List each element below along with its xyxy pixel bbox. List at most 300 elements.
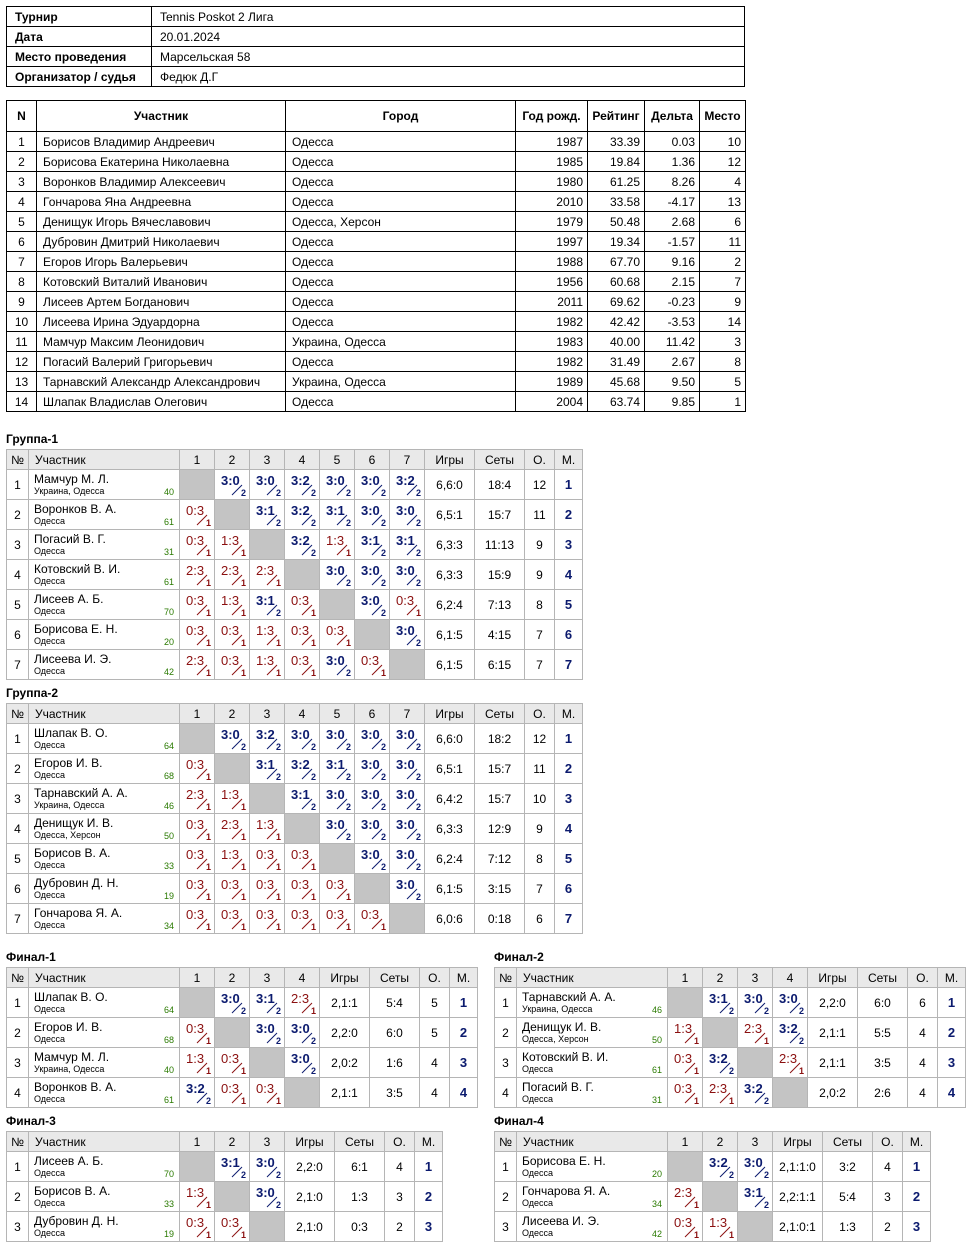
rating: 19.34	[588, 232, 645, 252]
row-number: 2	[7, 1182, 29, 1212]
match-score: 0:3	[186, 533, 205, 548]
match-points: 1	[693, 1036, 699, 1046]
match-score: 3:0	[779, 991, 798, 1006]
match-points: 1	[380, 668, 386, 678]
match-score: 3:2	[709, 1051, 728, 1066]
match-score-cell	[668, 1078, 703, 1108]
match-score-cell	[250, 500, 285, 530]
match-score: 0:3	[674, 1081, 693, 1096]
rating: 33.39	[588, 132, 645, 152]
match-points: 2	[310, 548, 316, 558]
participant-rating: 42	[651, 1229, 662, 1239]
match-points: 1	[275, 578, 281, 588]
match-score: 2:3	[674, 1185, 693, 1200]
match-points: 2	[345, 668, 351, 678]
match-points: 1	[205, 1200, 211, 1210]
final-place: 12	[700, 152, 746, 172]
match-score-cell	[180, 784, 215, 814]
match-points: 1	[310, 922, 316, 932]
self-match-cell	[285, 814, 320, 844]
birth-year: 1988	[516, 252, 588, 272]
match-score: 3:0	[396, 727, 415, 742]
match-points: 2	[310, 802, 316, 812]
match-score-cell	[250, 470, 285, 500]
group-title: Финал-4	[494, 1114, 544, 1128]
table-row	[495, 1152, 931, 1182]
match-points: 2	[240, 1006, 246, 1016]
match-points: 2	[415, 742, 421, 752]
col-opponent: 2	[215, 450, 250, 470]
participant-city: Одесса	[34, 605, 66, 616]
match-score: 3:2	[779, 1021, 798, 1036]
match-score-cell	[390, 724, 425, 754]
participant-cell	[517, 1078, 668, 1108]
match-score: 3:0	[396, 817, 415, 832]
participant-rating: 33	[163, 861, 174, 871]
birth-year: 1997	[516, 232, 588, 252]
rating: 69.62	[588, 292, 645, 312]
match-points: 2	[310, 1066, 316, 1076]
match-points: 1	[240, 1096, 246, 1106]
match-score: 2:3	[186, 787, 205, 802]
match-score: 1:3	[221, 593, 240, 608]
match-score: 1:3	[674, 1021, 693, 1036]
match-score: 3:0	[396, 787, 415, 802]
row-number: 8	[7, 272, 37, 292]
sets-total: 12:9	[475, 814, 525, 844]
match-points: 1	[205, 518, 211, 528]
col-sets: Сеты	[335, 1132, 385, 1152]
match-score: 3:0	[221, 991, 240, 1006]
col-opponent: 3	[250, 704, 285, 724]
rating: 61.25	[588, 172, 645, 192]
col-number: №	[495, 1132, 517, 1152]
match-points: 2	[240, 1170, 246, 1180]
col-points: О.	[525, 450, 555, 470]
table-row	[495, 1182, 931, 1212]
match-score-cell	[285, 754, 320, 784]
points-total: 4	[385, 1152, 415, 1182]
match-score-cell	[355, 784, 390, 814]
match-score: 1:3	[221, 533, 240, 548]
match-score-cell	[773, 1048, 808, 1078]
group-place: 6	[555, 874, 583, 904]
points-total: 12	[525, 724, 555, 754]
row-number: 3	[7, 784, 29, 814]
table-row	[7, 530, 583, 560]
match-points: 1	[693, 1200, 699, 1210]
col-sets: Сеты	[823, 1132, 873, 1152]
match-score-cell	[285, 1048, 320, 1078]
participant-name: Лисеева И. Э.	[522, 1213, 600, 1228]
participant-cell	[29, 530, 180, 560]
self-match-cell	[250, 1048, 285, 1078]
match-score: 2:3	[186, 563, 205, 578]
match-points: 2	[380, 772, 386, 782]
match-score-cell	[320, 560, 355, 590]
match-score-cell	[250, 1182, 285, 1212]
match-points: 1	[763, 1036, 769, 1046]
row-number: 6	[7, 620, 29, 650]
row-number: 3	[495, 1048, 517, 1078]
self-match-cell	[285, 1078, 320, 1108]
match-score: 3:1	[221, 1155, 240, 1170]
match-score-cell	[355, 904, 390, 934]
self-match-cell	[215, 1018, 250, 1048]
match-score: 0:3	[361, 907, 380, 922]
match-score-cell	[215, 784, 250, 814]
participant-city: Одесса	[286, 292, 516, 312]
sets-total: 7:12	[475, 844, 525, 874]
match-score: 1:3	[709, 1215, 728, 1230]
participant-city: Одесса	[34, 859, 66, 870]
group-place: 4	[450, 1078, 478, 1108]
match-points: 1	[205, 772, 211, 782]
points-total: 10	[525, 784, 555, 814]
participant-city: Одесса	[34, 769, 66, 780]
points-total: 7	[525, 874, 555, 904]
match-points: 1	[240, 548, 246, 558]
match-score: 3:0	[361, 473, 380, 488]
games-total: 6,6:0	[425, 470, 475, 500]
match-points: 1	[205, 1066, 211, 1076]
match-score-cell	[703, 1048, 738, 1078]
match-score: 3:1	[709, 991, 728, 1006]
match-score-cell	[180, 1182, 215, 1212]
birth-year: 1982	[516, 312, 588, 332]
match-score-cell	[215, 988, 250, 1018]
match-points: 2	[275, 608, 281, 618]
match-points: 2	[415, 892, 421, 902]
group-place: 4	[555, 560, 583, 590]
group-place: 6	[555, 620, 583, 650]
group-place: 1	[903, 1152, 931, 1182]
participant-rating: 31	[651, 1095, 662, 1105]
col-opponent: 4	[285, 450, 320, 470]
match-points: 2	[240, 488, 246, 498]
participant-name: Тарнавский А. А.	[522, 989, 616, 1004]
table-row	[7, 904, 583, 934]
match-points: 1	[310, 668, 316, 678]
sets-total: 3:15	[475, 874, 525, 904]
row-number: 11	[7, 332, 37, 352]
match-points: 1	[380, 922, 386, 932]
col-opponent: 3	[738, 1132, 773, 1152]
match-score: 2:3	[744, 1021, 763, 1036]
group-header-row	[7, 450, 583, 470]
match-score: 0:3	[186, 1215, 205, 1230]
final-place: 4	[700, 172, 746, 192]
row-number: 5	[7, 844, 29, 874]
participant-rating: 70	[163, 607, 174, 617]
participant-city: Одесса	[522, 1093, 554, 1104]
points-total: 4	[873, 1152, 903, 1182]
match-score: 3:1	[326, 757, 345, 772]
match-points: 2	[415, 802, 421, 812]
match-score: 2:3	[779, 1051, 798, 1066]
match-points: 2	[763, 1096, 769, 1106]
rating-delta: 2.15	[645, 272, 700, 292]
match-score: 0:3	[186, 623, 205, 638]
match-score-cell	[703, 1078, 738, 1108]
match-score: 3:0	[744, 1155, 763, 1170]
match-points: 2	[763, 1170, 769, 1180]
points-total: 11	[525, 754, 555, 784]
sets-total: 11:13	[475, 530, 525, 560]
col-sets: Сеты	[475, 450, 525, 470]
rating-delta: 8.26	[645, 172, 700, 192]
match-score-cell	[215, 650, 250, 680]
table-row	[7, 332, 746, 352]
self-match-cell	[390, 904, 425, 934]
match-score-cell	[355, 560, 390, 590]
match-score: 0:3	[186, 1021, 205, 1036]
participant-name: Шлапак В. О.	[34, 989, 108, 1004]
sets-total: 1:3	[823, 1212, 873, 1242]
participant-city: Одесса	[286, 272, 516, 292]
participant-name: Лисеева И. Э.	[34, 651, 112, 666]
sets-total: 3:5	[370, 1078, 420, 1108]
table-row	[7, 784, 583, 814]
match-score: 3:1	[256, 503, 275, 518]
info-label: Дата	[7, 27, 152, 47]
group-table	[494, 1131, 931, 1242]
match-score: 3:0	[361, 727, 380, 742]
match-score-cell	[180, 1018, 215, 1048]
match-score: 0:3	[221, 1051, 240, 1066]
participant-city: Украина, Одесса	[34, 799, 105, 810]
points-total: 3	[385, 1182, 415, 1212]
participant-cell	[29, 904, 180, 934]
self-match-cell	[738, 1212, 773, 1242]
table-row	[7, 352, 746, 372]
col-points: О.	[420, 968, 450, 988]
col-opponent: 2	[215, 968, 250, 988]
final-place: 6	[700, 212, 746, 232]
match-points: 2	[415, 772, 421, 782]
match-score-cell	[180, 530, 215, 560]
participant-rating: 19	[163, 1229, 174, 1239]
match-score: 1:3	[186, 1185, 205, 1200]
match-score: 3:0	[361, 503, 380, 518]
participant-city: Одесса	[286, 232, 516, 252]
participant-city: Одесса	[286, 392, 516, 412]
participant-city: Одесса	[286, 192, 516, 212]
match-points: 2	[380, 862, 386, 872]
match-points: 1	[275, 668, 281, 678]
self-match-cell	[703, 1182, 738, 1212]
match-points: 2	[763, 1200, 769, 1210]
participant-name: Егоров И. В.	[34, 755, 103, 770]
sets-total: 1:3	[335, 1182, 385, 1212]
match-score: 0:3	[221, 1081, 240, 1096]
match-score-cell	[285, 620, 320, 650]
participant-name: Котовский В. И.	[522, 1049, 609, 1064]
self-match-cell	[390, 650, 425, 680]
match-score: 0:3	[256, 907, 275, 922]
participant-name: Лисеев Артем Богданович	[37, 292, 286, 312]
col-sets: Сеты	[475, 704, 525, 724]
row-number: 1	[495, 988, 517, 1018]
self-match-cell	[180, 988, 215, 1018]
match-score-cell	[180, 1078, 215, 1108]
games-total: 6,2:4	[425, 844, 475, 874]
info-label: Турнир	[7, 7, 152, 27]
points-total: 7	[525, 650, 555, 680]
col-points: О.	[385, 1132, 415, 1152]
column-header: Рейтинг	[588, 101, 645, 132]
col-opponent: 2	[703, 968, 738, 988]
group-place: 4	[555, 814, 583, 844]
row-number: 3	[7, 1212, 29, 1242]
table-row	[7, 1212, 443, 1242]
birth-year: 1983	[516, 332, 588, 352]
points-total: 7	[525, 620, 555, 650]
match-score: 0:3	[186, 877, 205, 892]
participant-city: Одесса	[522, 1197, 554, 1208]
group-place: 2	[450, 1018, 478, 1048]
participant-city: Одесса, Херсон	[286, 212, 516, 232]
match-score: 3:1	[256, 593, 275, 608]
participant-city: Одесса	[34, 1227, 66, 1238]
group-table	[6, 1131, 443, 1242]
match-points: 1	[693, 1230, 699, 1240]
participant-name: Котовский В. И.	[34, 561, 121, 576]
match-score: 1:3	[221, 847, 240, 862]
match-score-cell	[180, 754, 215, 784]
match-points: 1	[345, 638, 351, 648]
sets-total: 5:4	[370, 988, 420, 1018]
col-opponent: 4	[285, 704, 320, 724]
group-place: 3	[415, 1212, 443, 1242]
match-points: 1	[310, 638, 316, 648]
col-sets: Сеты	[370, 968, 420, 988]
rating-delta: 11.42	[645, 332, 700, 352]
match-points: 1	[240, 832, 246, 842]
sets-total: 5:5	[858, 1018, 908, 1048]
participant-name: Погасий В. Г.	[34, 531, 106, 546]
match-points: 2	[345, 832, 351, 842]
info-value: Федюк Д.Г	[152, 67, 745, 87]
match-score: 3:0	[396, 623, 415, 638]
match-points: 2	[380, 518, 386, 528]
participant-name: Лисеев А. Б.	[34, 591, 104, 606]
participant-cell	[29, 1018, 180, 1048]
match-score: 3:0	[256, 1021, 275, 1036]
col-opponent: 2	[215, 1132, 250, 1152]
match-score: 3:2	[291, 757, 310, 772]
match-score-cell	[738, 988, 773, 1018]
match-score: 3:0	[361, 787, 380, 802]
match-score-cell	[320, 530, 355, 560]
participant-name: Мамчур Максим Леонидович	[37, 332, 286, 352]
group-place: 1	[415, 1152, 443, 1182]
participant-rating: 40	[163, 1065, 174, 1075]
row-number: 1	[7, 132, 37, 152]
row-number: 7	[7, 650, 29, 680]
match-score-cell	[320, 904, 355, 934]
match-score-cell	[180, 1212, 215, 1242]
participant-name: Дубровин Д. Н.	[34, 875, 119, 890]
games-total: 6,2:4	[425, 590, 475, 620]
group-table	[494, 967, 966, 1108]
participant-city: Украина, Одесса	[286, 332, 516, 352]
row-number: 7	[7, 904, 29, 934]
match-score-cell	[355, 754, 390, 784]
final-place: 2	[700, 252, 746, 272]
col-opponent: 4	[285, 968, 320, 988]
match-score: 2:3	[221, 817, 240, 832]
match-score: 3:0	[744, 991, 763, 1006]
participant-city: Одесса	[34, 1033, 66, 1044]
sets-total: 18:4	[475, 470, 525, 500]
match-score-cell	[215, 530, 250, 560]
games-total: 6,1:5	[425, 650, 475, 680]
row-number: 4	[7, 814, 29, 844]
rating: 40.00	[588, 332, 645, 352]
match-score-cell	[180, 874, 215, 904]
col-opponent: 5	[320, 450, 355, 470]
participant-cell	[29, 844, 180, 874]
match-points: 2	[240, 742, 246, 752]
match-score: 1:3	[186, 1051, 205, 1066]
participant-rating: 34	[163, 921, 174, 931]
match-score-cell	[390, 470, 425, 500]
match-score-cell	[390, 500, 425, 530]
row-number: 12	[7, 352, 37, 372]
participant-rating: 34	[651, 1199, 662, 1209]
match-score: 3:0	[326, 563, 345, 578]
col-place: М.	[555, 450, 583, 470]
rating-delta: 9.85	[645, 392, 700, 412]
match-score: 0:3	[326, 623, 345, 638]
match-points: 2	[310, 488, 316, 498]
match-points: 1	[205, 802, 211, 812]
match-points: 1	[205, 862, 211, 872]
participant-city: Одесса	[34, 919, 66, 930]
group-place: 3	[450, 1048, 478, 1078]
points-total: 9	[525, 530, 555, 560]
participant-cell	[29, 874, 180, 904]
match-score: 1:3	[256, 623, 275, 638]
match-score: 1:3	[221, 787, 240, 802]
games-total: 6,3:3	[425, 530, 475, 560]
match-score-cell	[285, 470, 320, 500]
participant-city: Одесса	[522, 1063, 554, 1074]
rating-delta: 2.68	[645, 212, 700, 232]
match-score: 0:3	[186, 593, 205, 608]
match-score: 1:3	[256, 817, 275, 832]
participant-cell	[517, 1182, 668, 1212]
match-score: 0:3	[674, 1215, 693, 1230]
participant-city: Одесса	[34, 545, 66, 556]
row-number: 3	[7, 1048, 29, 1078]
games-total: 2,2:1:1	[773, 1182, 823, 1212]
points-total: 5	[420, 988, 450, 1018]
row-number: 1	[7, 988, 29, 1018]
match-score: 0:3	[186, 503, 205, 518]
participant-rating: 40	[163, 487, 174, 497]
match-score: 3:0	[361, 593, 380, 608]
match-score-cell	[180, 560, 215, 590]
match-score-cell	[320, 814, 355, 844]
participant-name: Дубровин Дмитрий Николаевич	[37, 232, 286, 252]
match-points: 2	[310, 742, 316, 752]
col-points: О.	[525, 704, 555, 724]
table-row	[7, 754, 583, 784]
match-score: 0:3	[674, 1051, 693, 1066]
match-score: 3:0	[326, 653, 345, 668]
